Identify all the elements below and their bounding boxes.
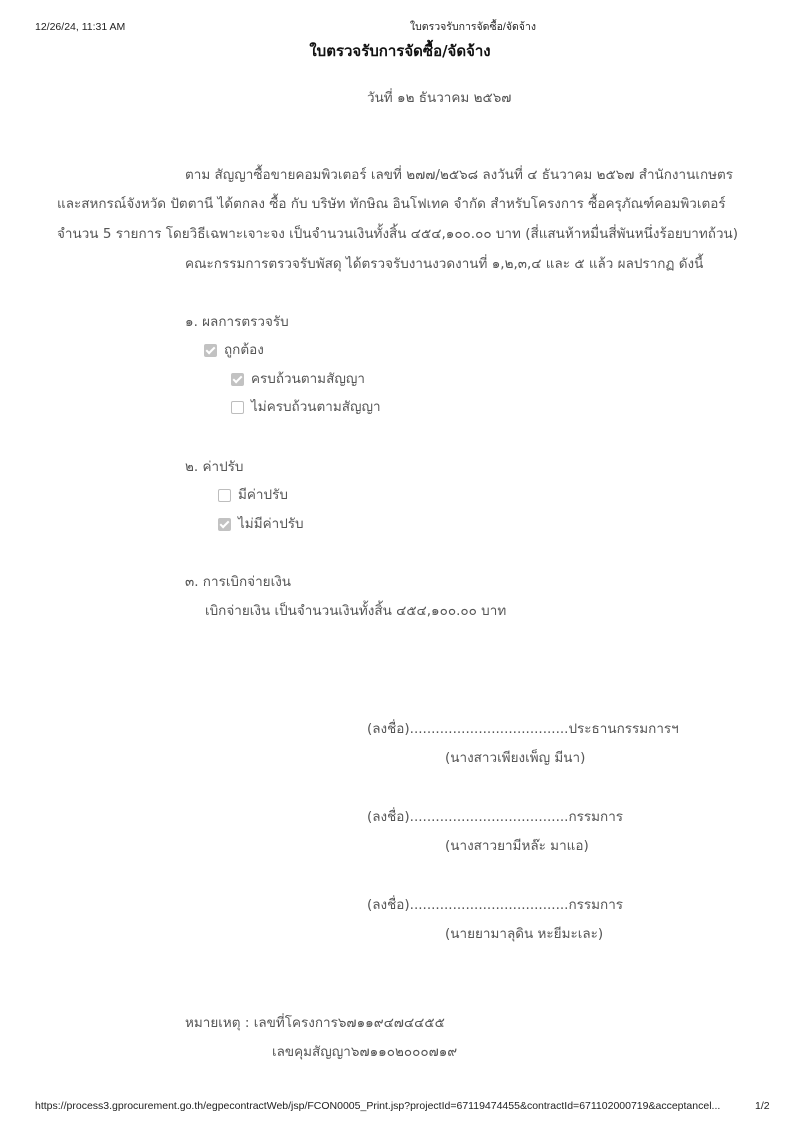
correct-label: ถูกต้อง (224, 342, 264, 358)
print-datetime: 12/26/24, 11:31 AM (35, 21, 126, 33)
incomplete-checkbox[interactable] (231, 401, 244, 414)
no-penalty-label: ไม่มีค่าปรับ (238, 516, 304, 532)
print-page-number: 1/2 (755, 1100, 770, 1112)
disbursement-heading: ๓. การเบิกจ่ายเงิน (185, 574, 292, 590)
no-penalty-checkbox[interactable] (218, 518, 231, 531)
has-penalty-label: มีค่าปรับ (238, 487, 288, 503)
correct-checkbox[interactable] (204, 344, 217, 357)
inspection-result-heading: ๑. ผลการตรวจรับ (185, 314, 289, 330)
disbursement-text: เบิกจ่ายเงิน เป็นจำนวนเงินทั้งสิ้น ๔๕๔,๑๐๐.๐๐ บาท (205, 603, 507, 619)
signature-line-member-1: (ลงชื่อ).....................................กรรมการ (367, 809, 624, 825)
print-page-title: ใบตรวจรับการจัดซื้อ/จัดจ้าง (410, 21, 536, 33)
document-date: วันที่ ๑๒ ธันวาคม ๒๕๖๗ (367, 90, 512, 106)
print-url: https://process3.gprocurement.go.th/egpecontractWeb/jsp/FCON0005_Print.jsp?projectId=67119474455&contractId=671102000719&acceptancel... (35, 1100, 721, 1112)
body-line: ตาม สัญญาซื้อขายคอมพิวเตอร์ เลขที่ ๒๗๗/๒๕๖๘ ลงวันที่ ๔ ธันวาคม ๒๕๖๗ สำนักงานเกษตร (185, 167, 734, 183)
option-has-penalty (218, 486, 288, 504)
complete-label: ครบถ้วนตามสัญญา (251, 371, 365, 387)
option-incomplete (231, 398, 381, 416)
signature-name-chairman: (นางสาวเพียงเพ็ญ มีนา) (445, 750, 586, 766)
signature-line-chairman: (ลงชื่อ).....................................ประธานกรรมการฯ (367, 721, 679, 737)
complete-checkbox[interactable] (231, 373, 244, 386)
body-line: และสหกรณ์จังหวัด ปัตตานี ได้ตกลง ซื้อ กับ บริษัท ทักษิณ อินโฟเทค จำกัด สำหรับโครงการ ซื้อครุภัณฑ์คอมพิวเตอร์ (57, 196, 726, 212)
penalty-heading: ๒. ค่าปรับ (185, 459, 244, 475)
note-project-number: หมายเหตุ : เลขที่โครงการ๖๗๑๑๙๔๗๔๔๕๕ (185, 1015, 445, 1031)
option-complete (231, 370, 365, 388)
option-correct (204, 341, 264, 359)
option-no-penalty (218, 515, 304, 533)
signature-name-member-1: (นางสาวยามีหล๊ะ มาแอ) (445, 838, 589, 854)
body-line: จำนวน 5 รายการ โดยวิธีเฉพาะเจาะจง เป็นจำนวนเงินทั้งสิ้น ๔๕๔,๑๐๐.๐๐ บาท (สี่แสนห้าหมื่นสี่พันหนึ่งร้อยบาทถ้วน) (57, 226, 739, 242)
signature-line-member-2: (ลงชื่อ).....................................กรรมการ (367, 897, 624, 913)
document-title: ใบตรวจรับการจัดซื้อ/จัดจ้าง (309, 42, 491, 60)
note-contract-number: เลขคุมสัญญา๖๗๑๑๐๒๐๐๐๗๑๙ (272, 1044, 458, 1060)
incomplete-label: ไม่ครบถ้วนตามสัญญา (251, 399, 381, 415)
body-line: คณะกรรมการตรวจรับพัสดุ ได้ตรวจรับงานงวดงานที่ ๑,๒,๓,๔ และ ๕ แล้ว ผลปรากฏ ดังนี้ (185, 256, 704, 272)
has-penalty-checkbox[interactable] (218, 489, 231, 502)
signature-name-member-2: (นายยามาลุดิน หะยีมะเละ) (445, 926, 604, 942)
